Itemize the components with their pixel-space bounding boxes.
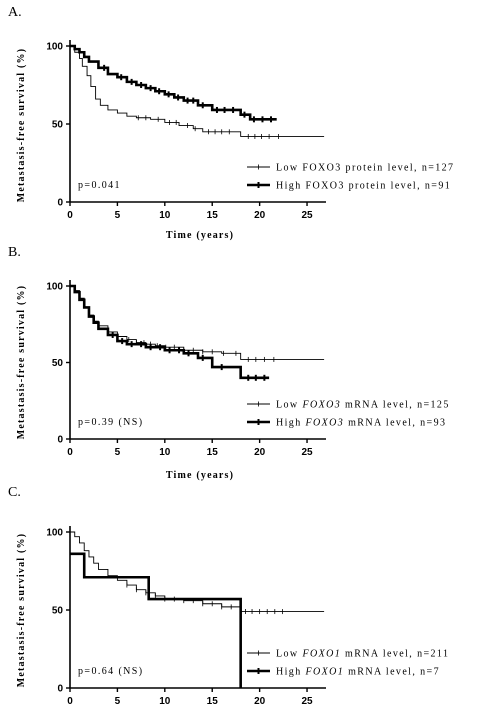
legend-label: High FOXO3 protein level, n=91 (276, 180, 452, 192)
legend-label: Low FOXO3 protein level, n=127 (276, 162, 455, 174)
y-tick-label: 100 (46, 527, 63, 539)
legend-label: High FOXO1 mRNA level, n=7 (276, 666, 440, 678)
x-tick-label: 0 (67, 210, 73, 221)
panel-c (8, 485, 449, 707)
y-tick-label: 0 (57, 197, 63, 209)
panel-b (8, 245, 450, 481)
x-tick-label: 20 (254, 447, 266, 458)
x-tick-label: 0 (67, 696, 73, 707)
y-tick-label: 50 (51, 119, 63, 131)
p-value-label: p=0.64 (NS) (78, 666, 144, 677)
legend-label: Low FOXO3 mRNA level, n=125 (276, 399, 450, 411)
x-tick-label: 25 (301, 696, 313, 707)
y-tick-label: 0 (57, 434, 63, 446)
y-tick-label: 0 (57, 683, 63, 695)
x-tick-label: 20 (254, 210, 266, 221)
x-tick-label: 5 (114, 696, 121, 707)
y-tick-label: 50 (51, 605, 63, 617)
series-low (70, 286, 324, 362)
y-tick-label: 100 (46, 281, 63, 293)
x-tick-label: 15 (206, 696, 218, 707)
x-tick-label: 0 (67, 447, 73, 458)
panel-letter: C. (8, 485, 21, 500)
x-tick-label: 25 (301, 447, 313, 458)
legend-label: Low FOXO1 mRNA level, n=211 (276, 648, 450, 660)
x-tick-label: 10 (159, 447, 171, 458)
x-tick-label: 10 (159, 696, 171, 707)
x-tick-label: 15 (206, 210, 218, 221)
survival-curve (70, 46, 277, 119)
y-axis-title: Metastasis-free survival (%) (16, 284, 27, 440)
y-tick-label: 100 (46, 41, 63, 53)
x-axis-title: Time (years) (165, 230, 235, 241)
p-value-label: p=0.39 (NS) (78, 417, 144, 428)
x-tick-label: 10 (159, 210, 171, 221)
series-low (70, 46, 324, 139)
x-tick-label: 5 (114, 210, 121, 221)
x-tick-label: 5 (114, 447, 121, 458)
survival-curve (70, 286, 269, 378)
panel-letter: A. (8, 5, 22, 20)
x-axis-title: Time (years) (165, 470, 235, 481)
legend-label: High FOXO3 mRNA level, n=93 (276, 417, 447, 429)
series-low (70, 532, 324, 614)
x-tick-label: 15 (206, 447, 218, 458)
survival-curve (70, 46, 324, 136)
x-tick-label: 25 (301, 210, 313, 221)
x-tick-label: 20 (254, 696, 266, 707)
panel-a (8, 5, 454, 241)
y-axis-title: Metastasis-free survival (%) (16, 47, 27, 203)
series-high (70, 286, 269, 381)
y-axis-title: Metastasis-free survival (%) (16, 532, 27, 688)
p-value-label: p=0.041 (78, 180, 121, 191)
y-tick-label: 50 (51, 358, 63, 369)
series-high (70, 46, 277, 122)
panel-letter: B. (8, 245, 21, 260)
survival-curve (70, 286, 324, 359)
